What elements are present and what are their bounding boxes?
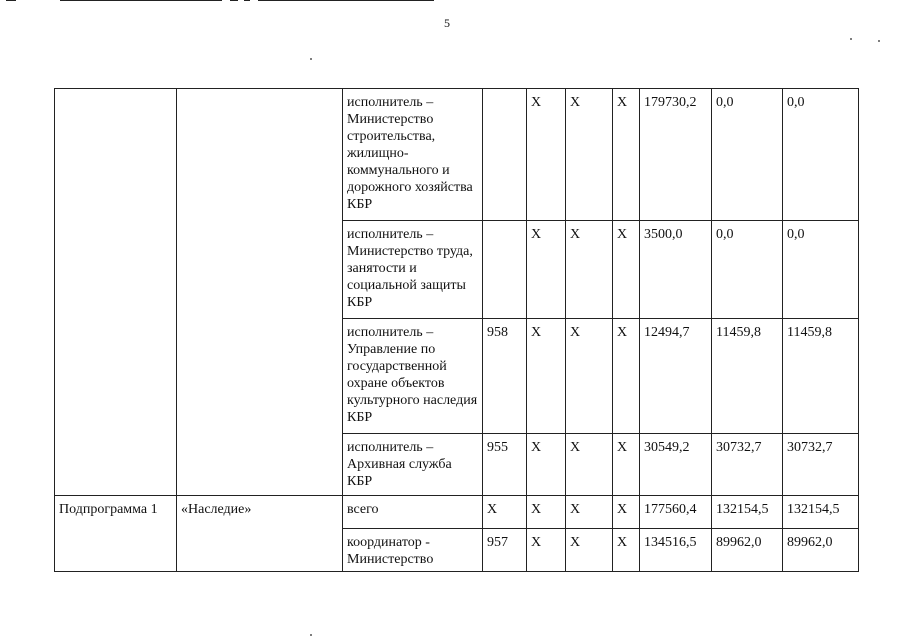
mark-cell: Х <box>566 496 613 529</box>
program-name-cell <box>55 89 177 496</box>
value-cell: 30732,7 <box>783 434 859 496</box>
scan-speck <box>878 40 880 42</box>
value-cell: 134516,5 <box>640 529 712 572</box>
scan-speck <box>850 38 852 40</box>
mark-cell: Х <box>527 221 566 319</box>
code-cell <box>483 89 527 221</box>
value-cell: 0,0 <box>712 221 783 319</box>
header-rule <box>258 0 434 1</box>
mark-cell: Х <box>566 319 613 434</box>
value-cell: 12494,7 <box>640 319 712 434</box>
mark-cell: Х <box>527 319 566 434</box>
scan-speck <box>310 58 312 60</box>
mark-cell: Х <box>613 319 640 434</box>
code-cell: 957 <box>483 529 527 572</box>
value-cell: 11459,8 <box>783 319 859 434</box>
executor-cell: исполнитель – Министерство труда, занятости и социальной защиты КБР <box>343 221 483 319</box>
subprogram-title-cell: «Наследие» <box>177 496 343 572</box>
value-cell: 11459,8 <box>712 319 783 434</box>
mark-cell: Х <box>566 89 613 221</box>
mark-cell: Х <box>527 529 566 572</box>
executor-cell: всего <box>343 496 483 529</box>
value-cell: 177560,4 <box>640 496 712 529</box>
subprogram-name-cell: Подпрограмма 1 <box>55 496 177 572</box>
value-cell: 3500,0 <box>640 221 712 319</box>
code-cell: 958 <box>483 319 527 434</box>
value-cell: 0,0 <box>712 89 783 221</box>
value-cell: 30732,7 <box>712 434 783 496</box>
mark-cell: Х <box>613 496 640 529</box>
value-cell: 132154,5 <box>783 496 859 529</box>
mark-cell: Х <box>613 529 640 572</box>
table-row <box>55 496 859 529</box>
value-cell: 89962,0 <box>712 529 783 572</box>
executor-cell: исполнитель – Министерство строительства, жилищно-коммунального и дорожного хозяйства КБР <box>343 89 483 221</box>
mark-cell: Х <box>527 434 566 496</box>
executor-cell: исполнитель – Архивная служба КБР <box>343 434 483 496</box>
executor-cell: координатор - Министерство <box>343 529 483 572</box>
value-cell: 179730,2 <box>640 89 712 221</box>
table-row <box>55 89 859 221</box>
mark-cell: Х <box>613 89 640 221</box>
mark-cell: Х <box>613 221 640 319</box>
mark-cell: Х <box>566 434 613 496</box>
mark-cell: Х <box>527 89 566 221</box>
code-cell <box>483 221 527 319</box>
value-cell: 30549,2 <box>640 434 712 496</box>
header-rule <box>60 0 222 1</box>
program-title-cell <box>177 89 343 496</box>
value-cell: 0,0 <box>783 221 859 319</box>
scan-speck <box>310 634 312 636</box>
mark-cell: Х <box>566 221 613 319</box>
executor-cell: исполнитель – Управление по государственной охране объектов культурного наследия КБР <box>343 319 483 434</box>
value-cell: 132154,5 <box>712 496 783 529</box>
budget-table <box>54 88 859 572</box>
header-rule <box>6 0 16 1</box>
page-number: 5 <box>444 16 450 30</box>
mark-cell: Х <box>613 434 640 496</box>
code-cell: Х <box>483 496 527 529</box>
code-cell: 955 <box>483 434 527 496</box>
value-cell: 0,0 <box>783 89 859 221</box>
value-cell: 89962,0 <box>783 529 859 572</box>
mark-cell: Х <box>566 529 613 572</box>
mark-cell: Х <box>527 496 566 529</box>
header-rule <box>244 0 250 1</box>
header-rule <box>230 0 238 1</box>
